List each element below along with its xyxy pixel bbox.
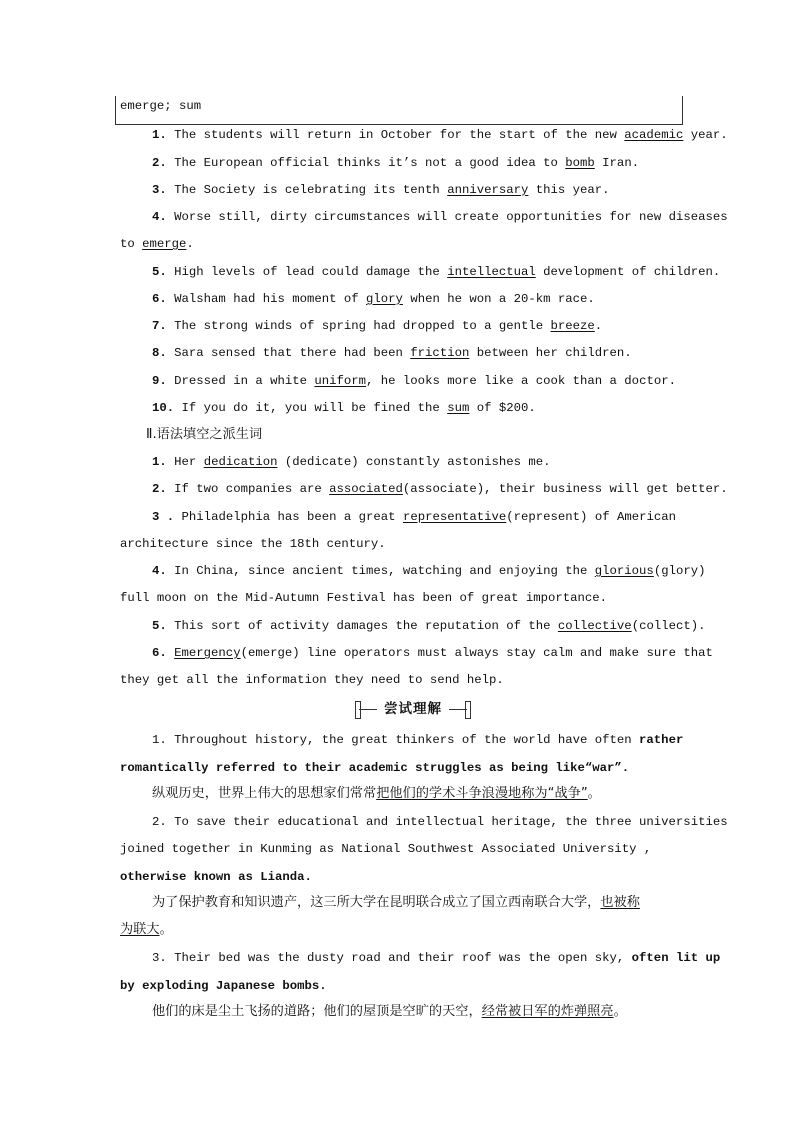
s3-sentence-2-line2: joined together in Kunming as National Southwest Associated University , bbox=[120, 842, 652, 856]
s2-item-1: 1. Her dedication (dedicate) constantly astonishes me. bbox=[152, 455, 551, 469]
answer: uniform bbox=[314, 374, 367, 388]
s1-item-2: 2. The European official thinks it’s not a good idea to bomb Iran. bbox=[152, 156, 640, 170]
s2-item-4: 4. In China, since ancient times, watching and enjoying the glorious(glory) bbox=[152, 564, 706, 578]
s3-sentence-2-translation-line2: 为联大。 bbox=[120, 922, 173, 937]
s1-item-9: 9. Dressed in a white uniform, he looks more like a cook than a doctor. bbox=[152, 374, 676, 388]
s1-item-1: 1. The students will return in October for the start of the new academic year. bbox=[152, 128, 728, 142]
s3-sentence-1-translation: 纵观历史，世界上伟大的思想家们常常把他们的学术斗争浪漫地称为“战争”。 bbox=[152, 786, 601, 801]
s3-sentence-1-line1: 1. Throughout history, the great thinkers of the world have often rather bbox=[152, 733, 684, 747]
s3-sentence-2-translation-line1: 为了保护教育和知识遗产，这三所大学在昆明联合成立了国立西南联合大学，也被称 bbox=[152, 895, 640, 910]
answer: sum bbox=[447, 401, 470, 415]
answer: glorious bbox=[594, 564, 654, 578]
s2-item-3-cont: architecture since the 18th century. bbox=[120, 537, 386, 551]
answer: intellectual bbox=[447, 265, 536, 279]
s1-item-3: 3. The Society is celebrating its tenth anniversary this year. bbox=[152, 183, 610, 197]
s3-sentence-3-translation: 他们的床是尘土飞扬的道路；他们的屋顶是空旷的天空，经常被日军的炸弹照亮。 bbox=[152, 1004, 627, 1019]
s2-item-6: 6. Emergency(emerge) line operators must always stay calm and make sure that bbox=[152, 646, 713, 660]
answer: glory bbox=[366, 292, 403, 306]
s2-item-3: 3 . Philadelphia has been a great representative(represent) of American bbox=[152, 510, 676, 524]
s2-item-4-cont: full moon on the Mid-Autumn Festival has been of great importance. bbox=[120, 591, 608, 605]
section3-heading bbox=[355, 699, 470, 719]
heading-rule-left bbox=[359, 709, 377, 710]
answer: friction bbox=[410, 346, 470, 360]
answer: collective bbox=[557, 619, 632, 633]
box-header: emerge; sum bbox=[120, 99, 202, 113]
s1-item-6: 6. Walsham had his moment of glory when he won a 20-km race. bbox=[152, 292, 595, 306]
s2-item-2: 2. If two companies are associated(associate), their business will get better. bbox=[152, 482, 728, 496]
answer: representative bbox=[402, 510, 507, 524]
s3-sentence-3-line1: 3. Their bed was the dusty road and their roof was the open sky, often lit up bbox=[152, 951, 721, 965]
answer: Emergency bbox=[174, 646, 241, 660]
s3-sentence-2-line3: otherwise known as Lianda. bbox=[120, 870, 312, 884]
answer: emerge bbox=[142, 237, 187, 251]
s3-sentence-3-line2: by exploding Japanese bombs. bbox=[120, 979, 327, 993]
s2-item-5: 5. This sort of activity damages the reputation of the collective(collect). bbox=[152, 619, 706, 633]
s3-sentence-1-line2: romantically referred to their academic struggles as being like“war”. bbox=[120, 761, 630, 775]
s1-item-10: 10. If you do it, you will be fined the sum of $200. bbox=[152, 401, 536, 415]
s3-sentence-2-line1: 2. To save their educational and intellectual heritage, the three universities bbox=[152, 815, 728, 829]
answer: academic bbox=[624, 128, 684, 142]
answer: breeze bbox=[550, 319, 595, 333]
s1-item-8: 8. Sara sensed that there had been friction between her children. bbox=[152, 346, 632, 360]
s1-item-4-cont: to emerge. bbox=[120, 237, 194, 251]
bracket-left-decor bbox=[355, 701, 361, 719]
answer: dedication bbox=[203, 455, 278, 469]
s1-item-4: 4. Worse still, dirty circumstances will create opportunities for new diseases bbox=[152, 210, 728, 224]
section3-title: 尝试理解 bbox=[384, 701, 442, 717]
bracket-right-decor bbox=[465, 701, 471, 719]
s2-item-6-cont: they get all the information they need to send help. bbox=[120, 673, 504, 687]
s1-item-5: 5. High levels of lead could damage the intellectual development of children. bbox=[152, 265, 721, 279]
answer: associated bbox=[329, 482, 403, 496]
answer: anniversary bbox=[447, 183, 529, 197]
answer: bomb bbox=[565, 156, 595, 170]
section2-title: Ⅱ.语法填空之派生词 bbox=[146, 427, 263, 442]
s1-item-7: 7. The strong winds of spring had dropped to a gentle breeze. bbox=[152, 319, 603, 333]
